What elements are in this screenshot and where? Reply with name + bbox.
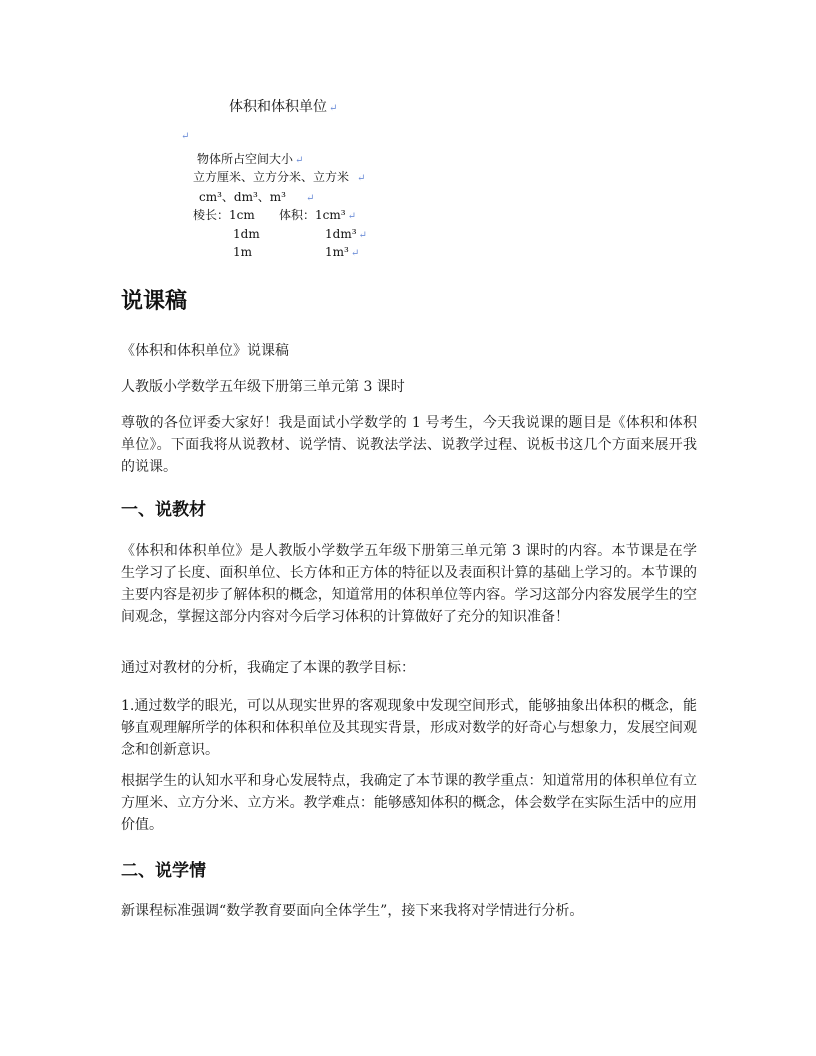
section-heading-textbook: 一、说教材 [121, 500, 206, 520]
paragraph-mark-icon: ↵ [357, 173, 366, 184]
board-row-m: 1m 1m³ ↵ [233, 245, 360, 259]
paragraph-mark-icon: ↵ [329, 103, 338, 114]
paragraph-greeting: 尊敬的各位评委大家好！我是面试小学数学的 1 号考生，今天我说课的题目是《体积和体积单位》。下面我将从说教材、说学情、说教法学法、说教学过程、说板书这几个方面来展开我的说课。 [121, 415, 697, 475]
board-row-dm: 1dm 1dm³ ↵ [233, 227, 367, 241]
paragraph-mark-icon: ↵ [350, 248, 360, 259]
paragraph-goal-intro: 通过对教材的分析，我确定了本课的教学目标： [121, 660, 415, 676]
board-row-cm: 棱长：1cm 体积：1cm³ ↵ [193, 208, 356, 222]
paragraph-goal-1: 1.通过数学的眼光，可以从现实世界的客观现象中发现空间形式，能够抽象出体积的概念，能够直观理解所学的体积和体积单位及其现实背景，形成对数学的好奇心与想象力，发展空间观念和创新意识。 [121, 698, 697, 758]
paragraph-mark-icon: ↵ [305, 193, 315, 204]
board-line-symbols: cm³、dm³、m³ ↵ [199, 190, 315, 204]
paragraph-title: 《体积和体积单位》说课稿 [121, 343, 289, 359]
paragraph-mark-icon: ↵ [347, 211, 356, 222]
board-line-definition: 物体所占空间大小 ↵ [197, 152, 304, 166]
paragraph-mark-icon: ↵ [295, 155, 304, 166]
board-blank-line [179, 128, 189, 144]
paragraph-textbook-analysis: 《体积和体积单位》是人教版小学数学五年级下册第三单元第 3 课时的内容。本节课是在学生学习了长度、面积单位、长方体和正方体的特征以及表面积计算的基础上学习的。本节课的主要内容是初步了解体积的概念，知道常用的体积单位等内容。学习这部分内容发展学生的空间观念，掌握这部分内容对今后学习体积的计算做好了充分的知识准备！ [121, 543, 697, 625]
board-title: 体积和体积单位 ↵ [229, 99, 338, 115]
paragraph-key-points: 根据学生的认知水平和身心发展特点，我确定了本节课的教学重点：知道常用的体积单位有立方厘米、立方分米、立方米。教学难点：能够感知体积的概念，体会数学在实际生活中的应用价值。 [121, 773, 697, 833]
paragraph-student-analysis: 新课程标准强调“数学教育要面向全体学生”，接下来我将对学情进行分析。 [121, 903, 584, 919]
paragraph-textbook-info: 人教版小学数学五年级下册第三单元第 3 课时 [121, 379, 405, 395]
section-heading-students: 二、说学情 [121, 861, 206, 881]
document-heading: 说课稿 [121, 289, 188, 314]
paragraph-mark-icon: ↵ [358, 230, 367, 241]
board-line-units: 立方厘米、立方分米、立方米 ↵ [193, 170, 366, 184]
paragraph-mark-icon: ↵ [181, 131, 190, 142]
board-notes-image [121, 94, 367, 259]
